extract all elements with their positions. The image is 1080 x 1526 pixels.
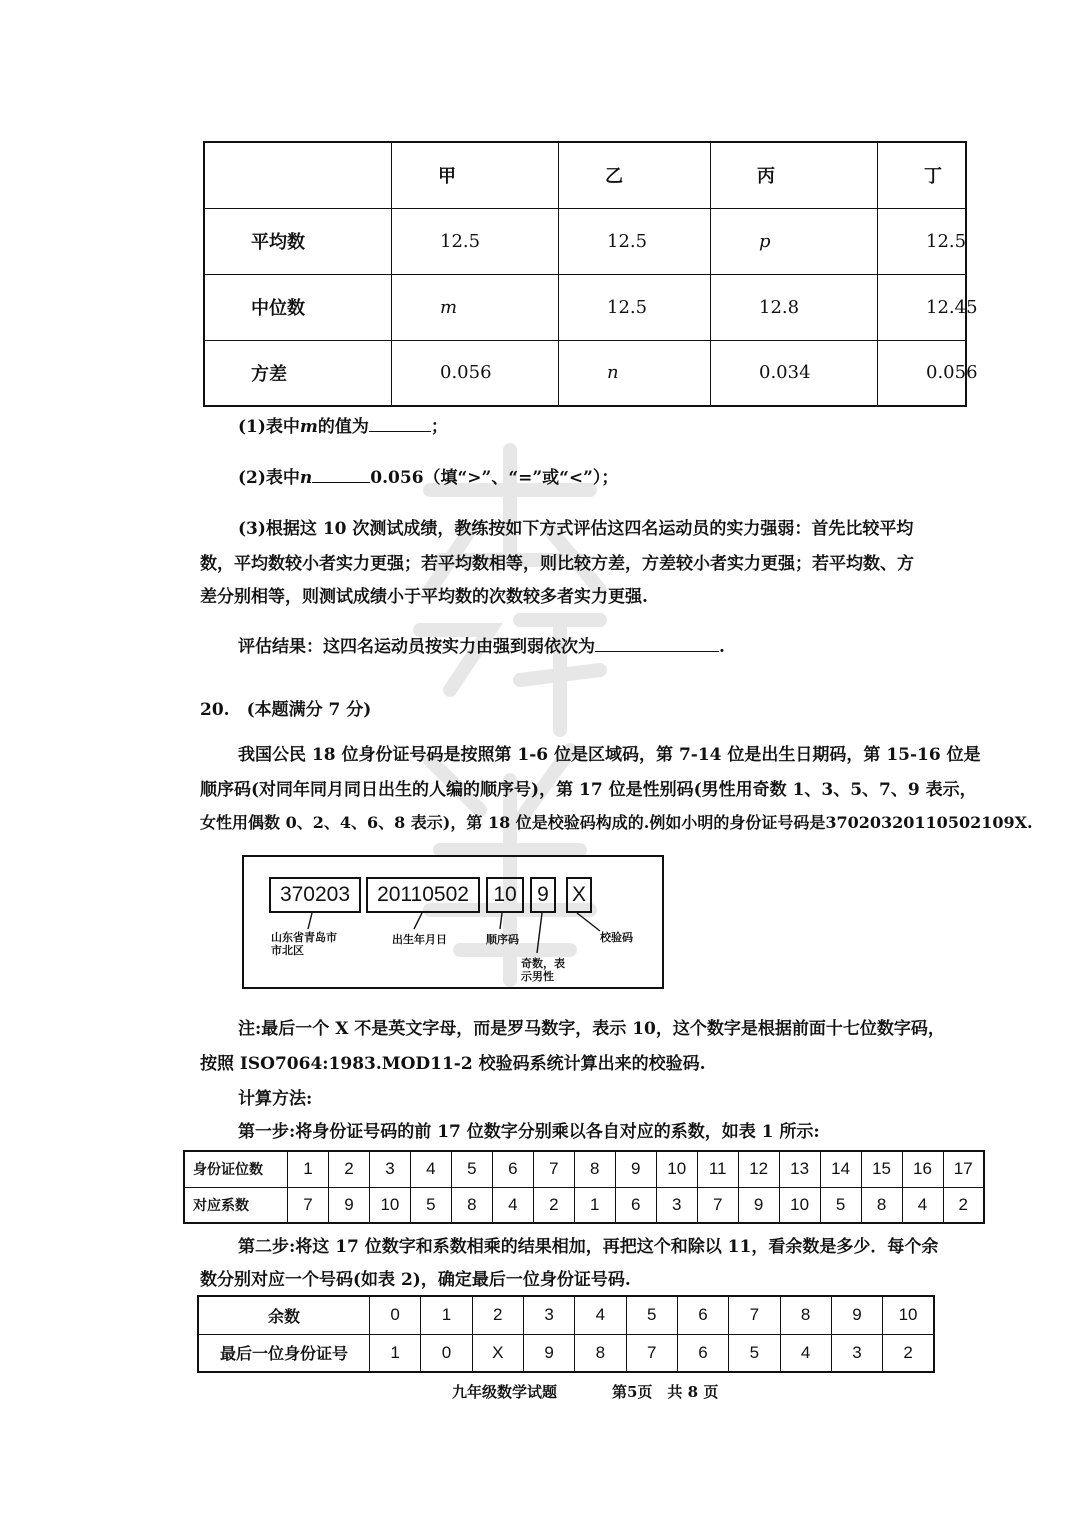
- caption-birth: 出生年月日: [392, 933, 447, 946]
- table-cell: 8: [574, 1151, 615, 1187]
- table-row: [184, 1151, 984, 1187]
- table-cell: 2: [472, 1296, 523, 1334]
- table-cell: 0: [370, 1296, 421, 1334]
- row-label: 余数: [198, 1296, 370, 1334]
- caption-gender-line2: 示男性: [521, 970, 554, 983]
- table-cell: 8: [451, 1187, 492, 1223]
- q2-var: n: [299, 468, 313, 488]
- step-1: 第一步:将身份证号码的前 17 位数字分别乘以各自对应的系数，如表 1 所示:: [238, 1122, 820, 1142]
- table-cell: 0: [421, 1334, 472, 1372]
- note-line1: 注:最后一个 X 不是英文字母，而是罗马数字，表示 10，这个数字是根据前面十七位数字码，: [238, 1019, 945, 1039]
- evaluation-result: [238, 632, 725, 657]
- table-cell: 7: [626, 1334, 677, 1372]
- table-cell: 2: [943, 1187, 984, 1223]
- answer-blank[interactable]: [312, 467, 370, 483]
- row-label: 中位数: [204, 274, 392, 340]
- result-end: .: [719, 637, 725, 657]
- table-cell: 13: [779, 1151, 820, 1187]
- table-row: [198, 1334, 934, 1372]
- table-cell: 12.5: [392, 208, 559, 274]
- question-3-line2: 数，平均数较小者实力更强；若平均数相等，则比较方差，方差较小者实力更强；若平均数、方: [200, 554, 914, 574]
- footer-subject: 九年级数学试题: [452, 1383, 558, 1401]
- table-row: [184, 1187, 984, 1223]
- table-cell: 6: [677, 1296, 728, 1334]
- table-cell: 2: [328, 1151, 369, 1187]
- table-cell: 12.5: [878, 208, 967, 274]
- coefficient-table: [183, 1150, 985, 1224]
- problem-20-heading: 20. (本题满分 7 分): [200, 700, 372, 720]
- answer-blank[interactable]: [369, 416, 431, 432]
- header-ding: 丁: [878, 142, 967, 208]
- table-cell: 5: [626, 1296, 677, 1334]
- footer-page-number: 第5页 共 8 页: [612, 1383, 719, 1401]
- pointer-lines: [244, 857, 662, 987]
- table-cell: 5: [729, 1334, 780, 1372]
- table-cell: 11: [697, 1151, 738, 1187]
- table-cell: 12.8: [711, 274, 878, 340]
- table-cell: 17: [943, 1151, 984, 1187]
- table-cell: 9: [615, 1151, 656, 1187]
- table-cell: 4: [575, 1296, 626, 1334]
- table-cell: 0.056: [392, 340, 559, 406]
- table-cell: 12.5: [559, 274, 711, 340]
- problem-20-intro-line1: 我国公民 18 位身份证号码是按照第 1-6 位是区域码，第 7-14 位是出生日期码，第 15-16 位是: [238, 745, 981, 765]
- table-cell: 9: [831, 1296, 882, 1334]
- table-cell: 10: [369, 1187, 410, 1223]
- table-cell: 1: [574, 1187, 615, 1223]
- table-cell: 2: [883, 1334, 934, 1372]
- table-row: [198, 1296, 934, 1334]
- caption-check: 校验码: [600, 931, 633, 944]
- q1-prefix: (1)表中: [238, 417, 300, 437]
- table-cell: 5: [451, 1151, 492, 1187]
- caption-region-line2: 市北区: [271, 944, 304, 957]
- table-cell: 9: [328, 1187, 369, 1223]
- table-cell: 7: [533, 1151, 574, 1187]
- question-1: [238, 412, 448, 437]
- table-cell: 16: [902, 1151, 943, 1187]
- table-cell: 8: [780, 1296, 831, 1334]
- table-cell: 6: [492, 1151, 533, 1187]
- answer-blank[interactable]: [595, 636, 719, 652]
- table-cell: 1: [421, 1296, 472, 1334]
- table-cell: 4: [902, 1187, 943, 1223]
- table-cell: p: [711, 208, 878, 274]
- question-3-line3: 差分别相等，则测试成绩小于平均数的次数较多者实力更强.: [200, 587, 648, 607]
- table-cell: 7: [288, 1187, 329, 1223]
- table-cell: 1: [288, 1151, 329, 1187]
- caption-region-line1: 山东省青岛市: [271, 931, 337, 944]
- table-cell: X: [472, 1334, 523, 1372]
- step-2-line2: 数分别对应一个号码(如表 2)，确定最后一位身份证号码.: [200, 1270, 631, 1290]
- header-jia: 甲: [392, 142, 559, 208]
- row-label: 平均数: [204, 208, 392, 274]
- table-cell: 0.034: [711, 340, 878, 406]
- id-segment-birth: 20110502: [366, 877, 480, 913]
- table-cell: 9: [738, 1187, 779, 1223]
- table-cell: 1: [370, 1334, 421, 1372]
- row-label: 身份证位数: [184, 1151, 288, 1187]
- table-cell: 12.5: [559, 208, 711, 274]
- table-cell: 8: [575, 1334, 626, 1372]
- table-row: [204, 274, 966, 340]
- table-cell: 7: [697, 1187, 738, 1223]
- table-cell: 12.45: [878, 274, 967, 340]
- q2-suffix: 0.056（填“>”、“=”或“<”）；: [370, 468, 619, 488]
- note-line2: 按照 ISO7064:1983.MOD11-2 校验码系统计算出来的校验码.: [200, 1054, 706, 1074]
- id-number-diagram: [242, 855, 664, 989]
- table-cell: 3: [523, 1296, 574, 1334]
- q1-var: m: [299, 417, 318, 437]
- table-row: [204, 208, 966, 274]
- q1-suffix: 的值为: [317, 417, 369, 437]
- header-empty-cell: [204, 142, 392, 208]
- question-2: [238, 463, 618, 488]
- id-segment-gender: 9: [530, 877, 556, 913]
- table-cell: 10: [883, 1296, 934, 1334]
- table-cell: 8: [861, 1187, 902, 1223]
- table-cell: 10: [656, 1151, 697, 1187]
- question-3-line1: (3)根据这 10 次测试成绩，教练按如下方式评估这四名运动员的实力强弱：首先比较平均: [238, 519, 914, 539]
- result-label: 评估结果：这四名运动员按实力由强到弱依次为: [238, 637, 595, 657]
- table-row: [204, 340, 966, 406]
- caption-order: 顺序码: [486, 933, 519, 946]
- table-cell: 3: [369, 1151, 410, 1187]
- problem-20-intro-line2: 顺序码(对同年同月同日出生的人编的顺序号)，第 17 位是性别码(男性用奇数 1、3、5、7、9 表示，: [200, 780, 977, 800]
- table-cell: 4: [492, 1187, 533, 1223]
- table-cell: 7: [729, 1296, 780, 1334]
- table-cell: 4: [410, 1151, 451, 1187]
- id-segment-order: 10: [486, 877, 524, 913]
- table-cell: 10: [779, 1187, 820, 1223]
- table-cell: m: [392, 274, 559, 340]
- score-table: [203, 141, 978, 407]
- table-cell: 6: [677, 1334, 728, 1372]
- step-2-line1: 第二步:将这 17 位数字和系数相乘的结果相加，再把这个和除以 11，看余数是多少．每个余: [238, 1237, 939, 1257]
- table-cell: 0.056: [878, 340, 967, 406]
- table-cell: 3: [831, 1334, 882, 1372]
- row-label: 最后一位身份证号: [198, 1334, 370, 1372]
- table-cell: 3: [656, 1187, 697, 1223]
- table-cell: 5: [410, 1187, 451, 1223]
- caption-gender-line1: 奇数，表: [521, 957, 565, 970]
- table-cell: 14: [820, 1151, 861, 1187]
- q2-prefix: (2)表中: [238, 468, 300, 488]
- table-cell: 12: [738, 1151, 779, 1187]
- remainder-table: [197, 1295, 935, 1373]
- table-cell: 15: [861, 1151, 902, 1187]
- table-cell: 6: [615, 1187, 656, 1223]
- problem-20-intro-line3: 女性用偶数 0、2、4、6、8 表示)，第 18 位是校验码构成的.例如小明的身份证号码是37020320110502109X.: [200, 813, 1033, 832]
- row-label: 对应系数: [184, 1187, 288, 1223]
- method-label: 计算方法:: [238, 1089, 313, 1109]
- id-segment-region: 370203: [269, 877, 361, 913]
- table-cell: 9: [523, 1334, 574, 1372]
- row-label: 方差: [204, 340, 392, 406]
- table-cell: 2: [533, 1187, 574, 1223]
- table-cell: n: [559, 340, 711, 406]
- header-bing: 丙: [711, 142, 878, 208]
- id-segment-check: X: [566, 877, 592, 913]
- q1-end: ；: [430, 417, 448, 437]
- table-cell: 4: [780, 1334, 831, 1372]
- header-yi: 乙: [559, 142, 711, 208]
- table-cell: 5: [820, 1187, 861, 1223]
